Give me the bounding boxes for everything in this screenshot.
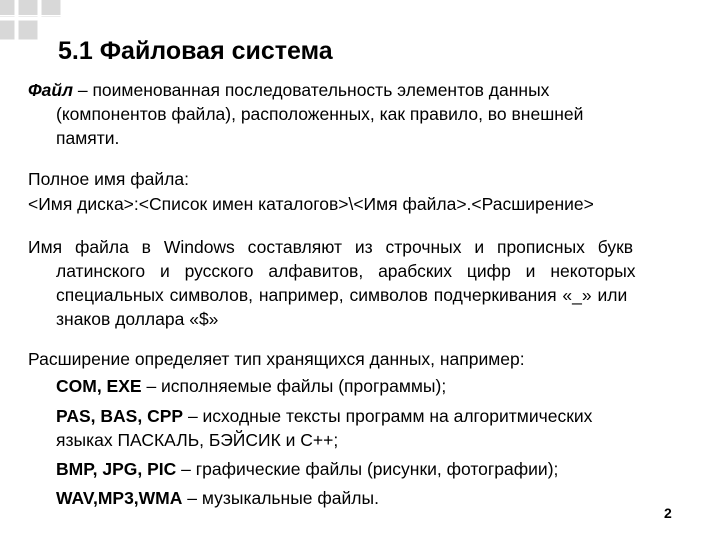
extension-intro: Расширение определяет тип хранящихся данных, например: [28,349,525,369]
definition-line-2: (компонентов файла), расположенных, как правило, во внешней [56,104,584,124]
page-title: 5.1 Файловая система [58,37,333,65]
extension-description: – исходные тексты программ на алгоритмических [183,406,593,426]
extension-code: COM, EXE [56,376,142,396]
extension-code: BMP, JPG, PIC [56,459,177,479]
extension-item [56,374,446,398]
windows-rule-line-1: Имя файла в Windows составляют из строчных и прописных букв [28,237,634,257]
definition-line-1 [28,78,549,102]
extension-item [56,457,558,481]
page-number: 2 [664,505,672,521]
windows-rule-line-4: знаков доллара «$» [56,309,219,329]
extension-description: – исполняемые файлы (программы); [141,376,447,396]
extension-description: – графические файлы (рисунки, фотографии); [176,459,559,479]
extension-code: WAV,MP3,WMA [56,488,183,508]
title-divider [52,72,720,73]
extension-item [56,486,379,510]
extension-item [56,404,592,428]
definition-term: Файл [28,80,73,100]
full-name-pattern: <Имя диска>:<Список имен каталогов>\<Имя файла>.<Расширение> [28,194,594,214]
extension-description-continued: языках ПАСКАЛЬ, БЭЙСИК и С++; [56,430,339,450]
definition-text: – поименованная последовательность элементов данных [72,80,550,100]
full-name-label: Полное имя файла: [28,169,189,189]
windows-rule-line-3: специальных символов, например, символов подчеркивания «_» или [56,285,628,305]
definition-line-3: памяти. [56,128,120,148]
extension-code: PAS, BAS, CPP [56,406,184,426]
windows-rule-line-2: латинского и русского алфавитов, арабских цифр и некоторых [56,261,636,281]
extension-description: – музыкальные файлы. [182,488,379,508]
